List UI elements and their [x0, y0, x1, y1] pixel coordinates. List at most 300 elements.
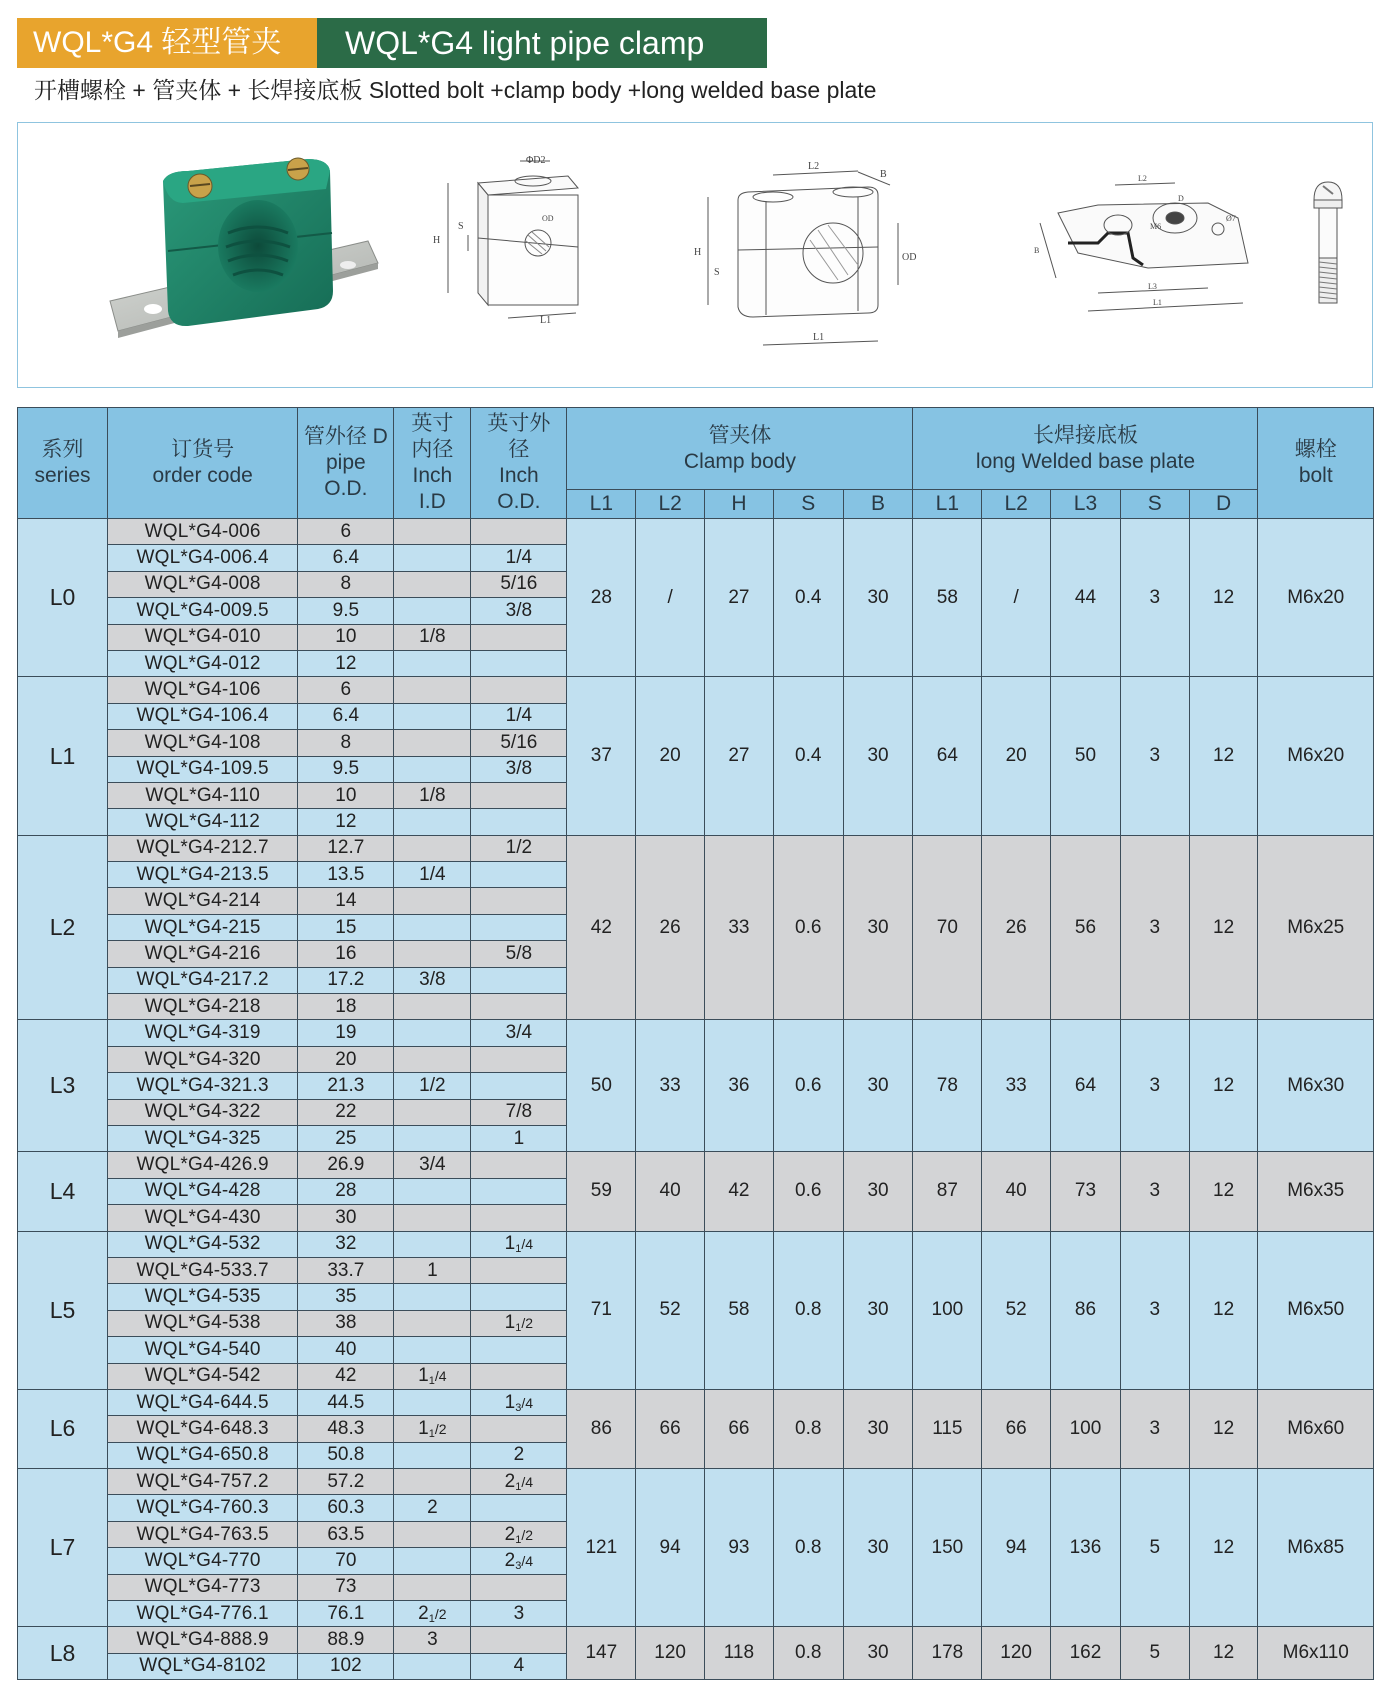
plate-l3-cell: 44	[1051, 519, 1121, 677]
pipe-od-cell: 50.8	[298, 1442, 394, 1468]
clamp-s-cell: 0.8	[773, 1627, 843, 1680]
plate-d-cell: 12	[1189, 1389, 1258, 1468]
inch-id-cell	[394, 598, 471, 624]
plate-l1-cell: 78	[913, 1020, 982, 1152]
bolt-cell: M6x30	[1258, 1020, 1374, 1152]
series-cell: L3	[18, 1020, 108, 1152]
header-bolt-cn: 螺栓	[1294, 438, 1337, 461]
order-code-cell: WQL*G4-426.9	[108, 1152, 298, 1178]
header-bolt	[1258, 408, 1374, 519]
inch-od-cell: 3/4	[471, 1020, 567, 1046]
clamp-h-cell: 93	[705, 1469, 774, 1627]
order-code-cell: WQL*G4-533.7	[108, 1257, 298, 1283]
pipe-od-cell: 73	[298, 1574, 394, 1600]
pipe-od-cell: 88.9	[298, 1627, 394, 1653]
order-code-cell: WQL*G4-012	[108, 650, 298, 676]
order-code-cell: WQL*G4-109.5	[108, 756, 298, 782]
header-inch-id-cn1: 英寸	[411, 412, 454, 435]
inch-od-cell	[471, 1574, 567, 1600]
clamp-s-cell: 0.4	[773, 677, 843, 835]
inch-id-cell	[394, 677, 471, 703]
bolt-cell: M6x50	[1258, 1231, 1374, 1389]
pipe-od-cell: 21.3	[298, 1073, 394, 1099]
inch-id-cell	[394, 571, 471, 597]
inch-od-cell: 1/4	[471, 545, 567, 571]
plate-l2-cell: 26	[982, 835, 1051, 1020]
plate-d-cell: 12	[1189, 1231, 1258, 1389]
pipe-od-cell: 60.3	[298, 1495, 394, 1521]
header-clamp-body-cn: 管夹体	[708, 423, 772, 447]
clamp-s-cell: 0.8	[773, 1389, 843, 1468]
inch-id-cell: $2_1/2$	[394, 1601, 471, 1627]
inch-id-cell	[394, 941, 471, 967]
order-code-cell: WQL*G4-540	[108, 1337, 298, 1363]
pipe-od-cell: 20	[298, 1046, 394, 1072]
series-cell: L8	[18, 1627, 108, 1680]
inch-od-cell	[471, 782, 567, 808]
clamp-b-cell: 30	[843, 1469, 913, 1627]
inch-od-cell: $1_3/4$	[471, 1389, 567, 1415]
label-l2: L2	[1138, 174, 1147, 183]
inch-id-cell	[394, 1521, 471, 1547]
clamp-h-cell: 58	[705, 1231, 774, 1389]
pipe-od-cell: 6.4	[298, 545, 394, 571]
inch-id-cell	[394, 1337, 471, 1363]
inch-od-cell	[471, 1178, 567, 1204]
order-code-cell: WQL*G4-216	[108, 941, 298, 967]
inch-od-cell	[471, 967, 567, 993]
inch-id-cell: 3/4	[394, 1152, 471, 1178]
bolt-cell: M6x20	[1258, 519, 1374, 677]
inch-od-cell: 5/16	[471, 730, 567, 756]
inch-od-cell	[471, 994, 567, 1020]
clamp-s-cell: 0.4	[773, 519, 843, 677]
figure-panel	[17, 122, 1373, 388]
inch-od-cell	[471, 888, 567, 914]
clamp-b-cell: 30	[843, 1020, 913, 1152]
subheader-clamp-l2: L2	[636, 490, 705, 519]
order-code-cell: WQL*G4-650.8	[108, 1442, 298, 1468]
label-l1: L1	[540, 315, 552, 326]
label-od: OD	[542, 214, 554, 223]
label-b: B	[880, 169, 887, 180]
label-l1: L1	[1153, 298, 1162, 307]
inch-od-cell	[471, 1257, 567, 1283]
plate-l1-cell: 70	[913, 835, 982, 1020]
header-order-code-en: order code	[152, 464, 253, 487]
inch-id-cell: 1/4	[394, 862, 471, 888]
clamp-b-cell: 30	[843, 835, 913, 1020]
pipe-od-cell: 8	[298, 571, 394, 597]
plate-l2-cell: 20	[982, 677, 1051, 835]
inch-od-cell	[471, 1284, 567, 1310]
header-pipe-od-cn: 管外径 D	[303, 425, 388, 448]
pipe-od-cell: 9.5	[298, 756, 394, 782]
header-base-plate-cn: 长焊接底板	[1032, 423, 1138, 447]
plate-l2-cell: 94	[982, 1469, 1051, 1627]
inch-id-cell: 1/8	[394, 782, 471, 808]
inch-od-cell	[471, 862, 567, 888]
pipe-od-cell: 10	[298, 624, 394, 650]
header-pipe-od-en2: O.D.	[324, 477, 368, 500]
label-m6: M6	[1150, 222, 1162, 231]
plate-l3-cell: 86	[1051, 1231, 1121, 1389]
inch-id-cell	[394, 835, 471, 861]
label-d2: ΦD2	[526, 155, 546, 166]
pipe-od-cell: 44.5	[298, 1389, 394, 1415]
pipe-od-cell: 63.5	[298, 1521, 394, 1547]
clamp-l2-cell: /	[636, 519, 705, 677]
order-code-cell: WQL*G4-542	[108, 1363, 298, 1389]
order-code-cell: WQL*G4-110	[108, 782, 298, 808]
inch-id-cell	[394, 888, 471, 914]
clamp-l1-cell: 28	[567, 519, 636, 677]
inch-od-cell	[471, 1046, 567, 1072]
inch-id-cell	[394, 1284, 471, 1310]
inch-id-cell: $1_1/2$	[394, 1416, 471, 1442]
order-code-cell: WQL*G4-8102	[108, 1653, 298, 1679]
inch-id-cell	[394, 545, 471, 571]
inch-id-cell	[394, 1099, 471, 1125]
clamp-body-drawing-1	[428, 143, 643, 358]
plate-d-cell: 12	[1189, 1469, 1258, 1627]
bolt-cell: M6x35	[1258, 1152, 1374, 1231]
label-phi7: Ø7	[1226, 214, 1236, 223]
plate-l2-cell: 52	[982, 1231, 1051, 1389]
plate-l1-cell: 58	[913, 519, 982, 677]
inch-od-cell: $1_1/4$	[471, 1231, 567, 1257]
inch-od-cell: 3/8	[471, 598, 567, 624]
inch-id-cell: 3	[394, 1627, 471, 1653]
order-code-cell: WQL*G4-217.2	[108, 967, 298, 993]
clamp-l1-cell: 59	[567, 1152, 636, 1231]
plate-s-cell: 3	[1120, 835, 1189, 1020]
order-code-cell: WQL*G4-770	[108, 1548, 298, 1574]
inch-id-cell	[394, 1231, 471, 1257]
plate-l3-cell: 50	[1051, 677, 1121, 835]
order-code-cell: WQL*G4-763.5	[108, 1521, 298, 1547]
inch-od-cell	[471, 624, 567, 650]
header-inch-od-en1: Inch	[499, 464, 539, 487]
header-base-plate-en: long Welded base plate	[975, 449, 1196, 473]
pipe-od-cell: 26.9	[298, 1152, 394, 1178]
header-clamp-body	[567, 408, 913, 490]
header-inch-od	[471, 408, 567, 519]
pipe-od-cell: 6	[298, 677, 394, 703]
table-row	[18, 1020, 1374, 1046]
series-cell: L4	[18, 1152, 108, 1231]
inch-od-cell: 3	[471, 1601, 567, 1627]
clamp-s-cell: 0.8	[773, 1469, 843, 1627]
clamp-body-drawing-2	[678, 145, 918, 360]
inch-id-cell	[394, 1178, 471, 1204]
label-od: OD	[902, 252, 917, 263]
inch-id-cell	[394, 1469, 471, 1495]
pipe-od-cell: 30	[298, 1205, 394, 1231]
inch-od-cell: $2_3/4$	[471, 1548, 567, 1574]
inch-od-cell	[471, 519, 567, 545]
clamp-b-cell: 30	[843, 677, 913, 835]
inch-id-cell	[394, 1548, 471, 1574]
plate-d-cell: 12	[1189, 1627, 1258, 1680]
pipe-od-cell: 57.2	[298, 1469, 394, 1495]
pipe-od-cell: 35	[298, 1284, 394, 1310]
label-l2: L2	[808, 161, 820, 172]
order-code-cell: WQL*G4-322	[108, 1099, 298, 1125]
inch-id-cell	[394, 1046, 471, 1072]
clamp-b-cell: 30	[843, 519, 913, 677]
pipe-od-cell: 18	[298, 994, 394, 1020]
clamp-b-cell: 30	[843, 1389, 913, 1468]
inch-id-cell	[394, 703, 471, 729]
clamp-b-cell: 30	[843, 1231, 913, 1389]
subheader-plate-l2: L2	[982, 490, 1051, 519]
header-series-en: series	[34, 464, 91, 487]
plate-l1-cell: 150	[913, 1469, 982, 1627]
series-cell: L1	[18, 677, 108, 835]
clamp-l1-cell: 37	[567, 677, 636, 835]
pipe-od-cell: 17.2	[298, 967, 394, 993]
order-code-cell: WQL*G4-325	[108, 1125, 298, 1151]
series-cell: L2	[18, 835, 108, 1020]
clamp-l1-cell: 121	[567, 1469, 636, 1627]
clamp-l2-cell: 52	[636, 1231, 705, 1389]
label-s: S	[458, 221, 464, 232]
inch-id-cell	[394, 730, 471, 756]
clamp-l2-cell: 33	[636, 1020, 705, 1152]
inch-id-cell	[394, 914, 471, 940]
plate-l1-cell: 100	[913, 1231, 982, 1389]
order-code-cell: WQL*G4-648.3	[108, 1416, 298, 1442]
header-inch-id-en2: I.D	[418, 490, 446, 513]
order-code-cell: WQL*G4-888.9	[108, 1627, 298, 1653]
inch-id-cell: 1/2	[394, 1073, 471, 1099]
order-code-cell: WQL*G4-538	[108, 1310, 298, 1336]
inch-id-cell	[394, 1020, 471, 1046]
plate-l3-cell: 100	[1051, 1389, 1121, 1468]
clamp-s-cell: 0.6	[773, 1020, 843, 1152]
pipe-od-cell: 12	[298, 650, 394, 676]
pipe-od-cell: 16	[298, 941, 394, 967]
table-row	[18, 1469, 1374, 1495]
inch-od-cell: $1_1/2$	[471, 1310, 567, 1336]
clamp-l1-cell: 86	[567, 1389, 636, 1468]
header-inch-id-en1: Inch	[412, 464, 453, 487]
order-code-cell: WQL*G4-321.3	[108, 1073, 298, 1099]
order-code-cell: WQL*G4-009.5	[108, 598, 298, 624]
pipe-od-cell: 10	[298, 782, 394, 808]
clamp-l1-cell: 42	[567, 835, 636, 1020]
subheader-plate-l1: L1	[913, 490, 982, 519]
plate-l1-cell: 178	[913, 1627, 982, 1680]
inch-id-cell	[394, 1574, 471, 1600]
clamp-b-cell: 30	[843, 1152, 913, 1231]
order-code-cell: WQL*G4-776.1	[108, 1601, 298, 1627]
order-code-cell: WQL*G4-320	[108, 1046, 298, 1072]
plate-l1-cell: 115	[913, 1389, 982, 1468]
series-cell: L5	[18, 1231, 108, 1389]
pipe-od-cell: 9.5	[298, 598, 394, 624]
inch-id-cell	[394, 650, 471, 676]
order-code-cell: WQL*G4-644.5	[108, 1389, 298, 1415]
series-cell: L7	[18, 1469, 108, 1627]
inch-id-cell	[394, 1389, 471, 1415]
order-code-cell: WQL*G4-757.2	[108, 1469, 298, 1495]
plate-l2-cell: /	[982, 519, 1051, 677]
plate-l1-cell: 87	[913, 1152, 982, 1231]
subheader-plate-l3: L3	[1051, 490, 1121, 519]
plate-l3-cell: 64	[1051, 1020, 1121, 1152]
order-code-cell: WQL*G4-213.5	[108, 862, 298, 888]
clamp-h-cell: 36	[705, 1020, 774, 1152]
inch-od-cell: 1/4	[471, 703, 567, 729]
order-code-cell: WQL*G4-218	[108, 994, 298, 1020]
pipe-od-cell: 38	[298, 1310, 394, 1336]
inch-id-cell: 1	[394, 1257, 471, 1283]
inch-od-cell	[471, 1627, 567, 1653]
plate-d-cell: 12	[1189, 677, 1258, 835]
order-code-cell: WQL*G4-106.4	[108, 703, 298, 729]
order-code-cell: WQL*G4-006.4	[108, 545, 298, 571]
header-inch-id-cn2: 内径	[411, 438, 454, 461]
inch-id-cell	[394, 994, 471, 1020]
table-row	[18, 835, 1374, 861]
header-inch-od-cn1: 英寸外	[487, 412, 551, 435]
table-row	[18, 519, 1374, 545]
pipe-od-cell: 76.1	[298, 1601, 394, 1627]
plate-s-cell: 3	[1120, 1020, 1189, 1152]
pipe-od-cell: 28	[298, 1178, 394, 1204]
title-english: WQL*G4 light pipe clamp	[317, 18, 767, 68]
slotted-bolt-drawing	[1308, 178, 1348, 308]
label-l3: L3	[1148, 282, 1157, 291]
series-cell: L0	[18, 519, 108, 677]
header-order-code-cn: 订货号	[171, 438, 235, 461]
bolt-cell: M6x60	[1258, 1389, 1374, 1468]
clamp-h-cell: 42	[705, 1152, 774, 1231]
order-code-cell: WQL*G4-428	[108, 1178, 298, 1204]
table-row	[18, 677, 1374, 703]
inch-od-cell: 7/8	[471, 1099, 567, 1125]
base-plate-drawing	[1028, 163, 1258, 333]
subheader-clamp-b: B	[843, 490, 913, 519]
clamp-l1-cell: 71	[567, 1231, 636, 1389]
clamp-h-cell: 27	[705, 519, 774, 677]
order-code-cell: WQL*G4-760.3	[108, 1495, 298, 1521]
clamp-b-cell: 30	[843, 1627, 913, 1680]
inch-od-cell	[471, 1337, 567, 1363]
plate-d-cell: 12	[1189, 1152, 1258, 1231]
plate-l3-cell: 162	[1051, 1627, 1121, 1680]
pipe-od-cell: 40	[298, 1337, 394, 1363]
inch-id-cell: 1/8	[394, 624, 471, 650]
pipe-od-cell: 48.3	[298, 1416, 394, 1442]
plate-l2-cell: 120	[982, 1627, 1051, 1680]
plate-s-cell: 3	[1120, 1231, 1189, 1389]
inch-id-cell	[394, 519, 471, 545]
header-clamp-body-en: Clamp body	[683, 449, 796, 473]
header-pipe-od-en1: pipe	[325, 451, 366, 474]
inch-id-cell	[394, 1125, 471, 1151]
clamp-l2-cell: 120	[636, 1627, 705, 1680]
subheader-plate-s: S	[1120, 490, 1189, 519]
inch-od-cell	[471, 809, 567, 835]
inch-od-cell	[471, 677, 567, 703]
header-inch-id	[394, 408, 471, 519]
bolt-cell: M6x85	[1258, 1469, 1374, 1627]
plate-l3-cell: 56	[1051, 835, 1121, 1020]
inch-od-cell: 3/8	[471, 756, 567, 782]
clamp-l2-cell: 40	[636, 1152, 705, 1231]
plate-s-cell: 3	[1120, 677, 1189, 835]
order-code-cell: WQL*G4-006	[108, 519, 298, 545]
order-code-cell: WQL*G4-112	[108, 809, 298, 835]
clamp-l2-cell: 26	[636, 835, 705, 1020]
plate-s-cell: 5	[1120, 1627, 1189, 1680]
plate-l3-cell: 136	[1051, 1469, 1121, 1627]
pipe-od-cell: 19	[298, 1020, 394, 1046]
bolt-cell: M6x25	[1258, 835, 1374, 1020]
pipe-od-cell: 42	[298, 1363, 394, 1389]
clamp-h-cell: 27	[705, 677, 774, 835]
order-code-cell: WQL*G4-319	[108, 1020, 298, 1046]
header-base-plate	[913, 408, 1258, 490]
order-code-cell: WQL*G4-010	[108, 624, 298, 650]
pipe-od-cell: 6	[298, 519, 394, 545]
inch-od-cell	[471, 1205, 567, 1231]
clamp-l1-cell: 50	[567, 1020, 636, 1152]
pipe-od-cell: 25	[298, 1125, 394, 1151]
header-order-code	[108, 408, 298, 519]
plate-d-cell: 12	[1189, 1020, 1258, 1152]
inch-id-cell: 3/8	[394, 967, 471, 993]
clamp-s-cell: 0.6	[773, 1152, 843, 1231]
clamp-h-cell: 33	[705, 835, 774, 1020]
table-row	[18, 1389, 1374, 1415]
inch-od-cell: $2_1/4$	[471, 1469, 567, 1495]
pipe-od-cell: 15	[298, 914, 394, 940]
pipe-od-cell: 12.7	[298, 835, 394, 861]
inch-od-cell	[471, 914, 567, 940]
label-h: H	[433, 235, 441, 246]
spec-table	[17, 407, 1374, 1680]
bolt-cell: M6x20	[1258, 677, 1374, 835]
clamp-l1-cell: 147	[567, 1627, 636, 1680]
inch-od-cell	[471, 650, 567, 676]
inch-od-cell: 5/16	[471, 571, 567, 597]
inch-id-cell	[394, 756, 471, 782]
order-code-cell: WQL*G4-215	[108, 914, 298, 940]
clamp-l2-cell: 66	[636, 1389, 705, 1468]
inch-od-cell: 2	[471, 1442, 567, 1468]
inch-od-cell	[471, 1073, 567, 1099]
order-code-cell: WQL*G4-773	[108, 1574, 298, 1600]
order-code-cell: WQL*G4-212.7	[108, 835, 298, 861]
order-code-cell: WQL*G4-106	[108, 677, 298, 703]
label-d: D	[1178, 194, 1184, 203]
inch-od-cell: 1	[471, 1125, 567, 1151]
table-row	[18, 1231, 1374, 1257]
pipe-od-cell: 6.4	[298, 703, 394, 729]
pipe-od-cell: 14	[298, 888, 394, 914]
order-code-cell: WQL*G4-108	[108, 730, 298, 756]
order-code-cell: WQL*G4-535	[108, 1284, 298, 1310]
header-bolt-en: bolt	[1298, 464, 1333, 487]
pipe-od-cell: 13.5	[298, 862, 394, 888]
header-pipe-od	[298, 408, 394, 519]
inch-od-cell: 1/2	[471, 835, 567, 861]
clamp-h-cell: 66	[705, 1389, 774, 1468]
